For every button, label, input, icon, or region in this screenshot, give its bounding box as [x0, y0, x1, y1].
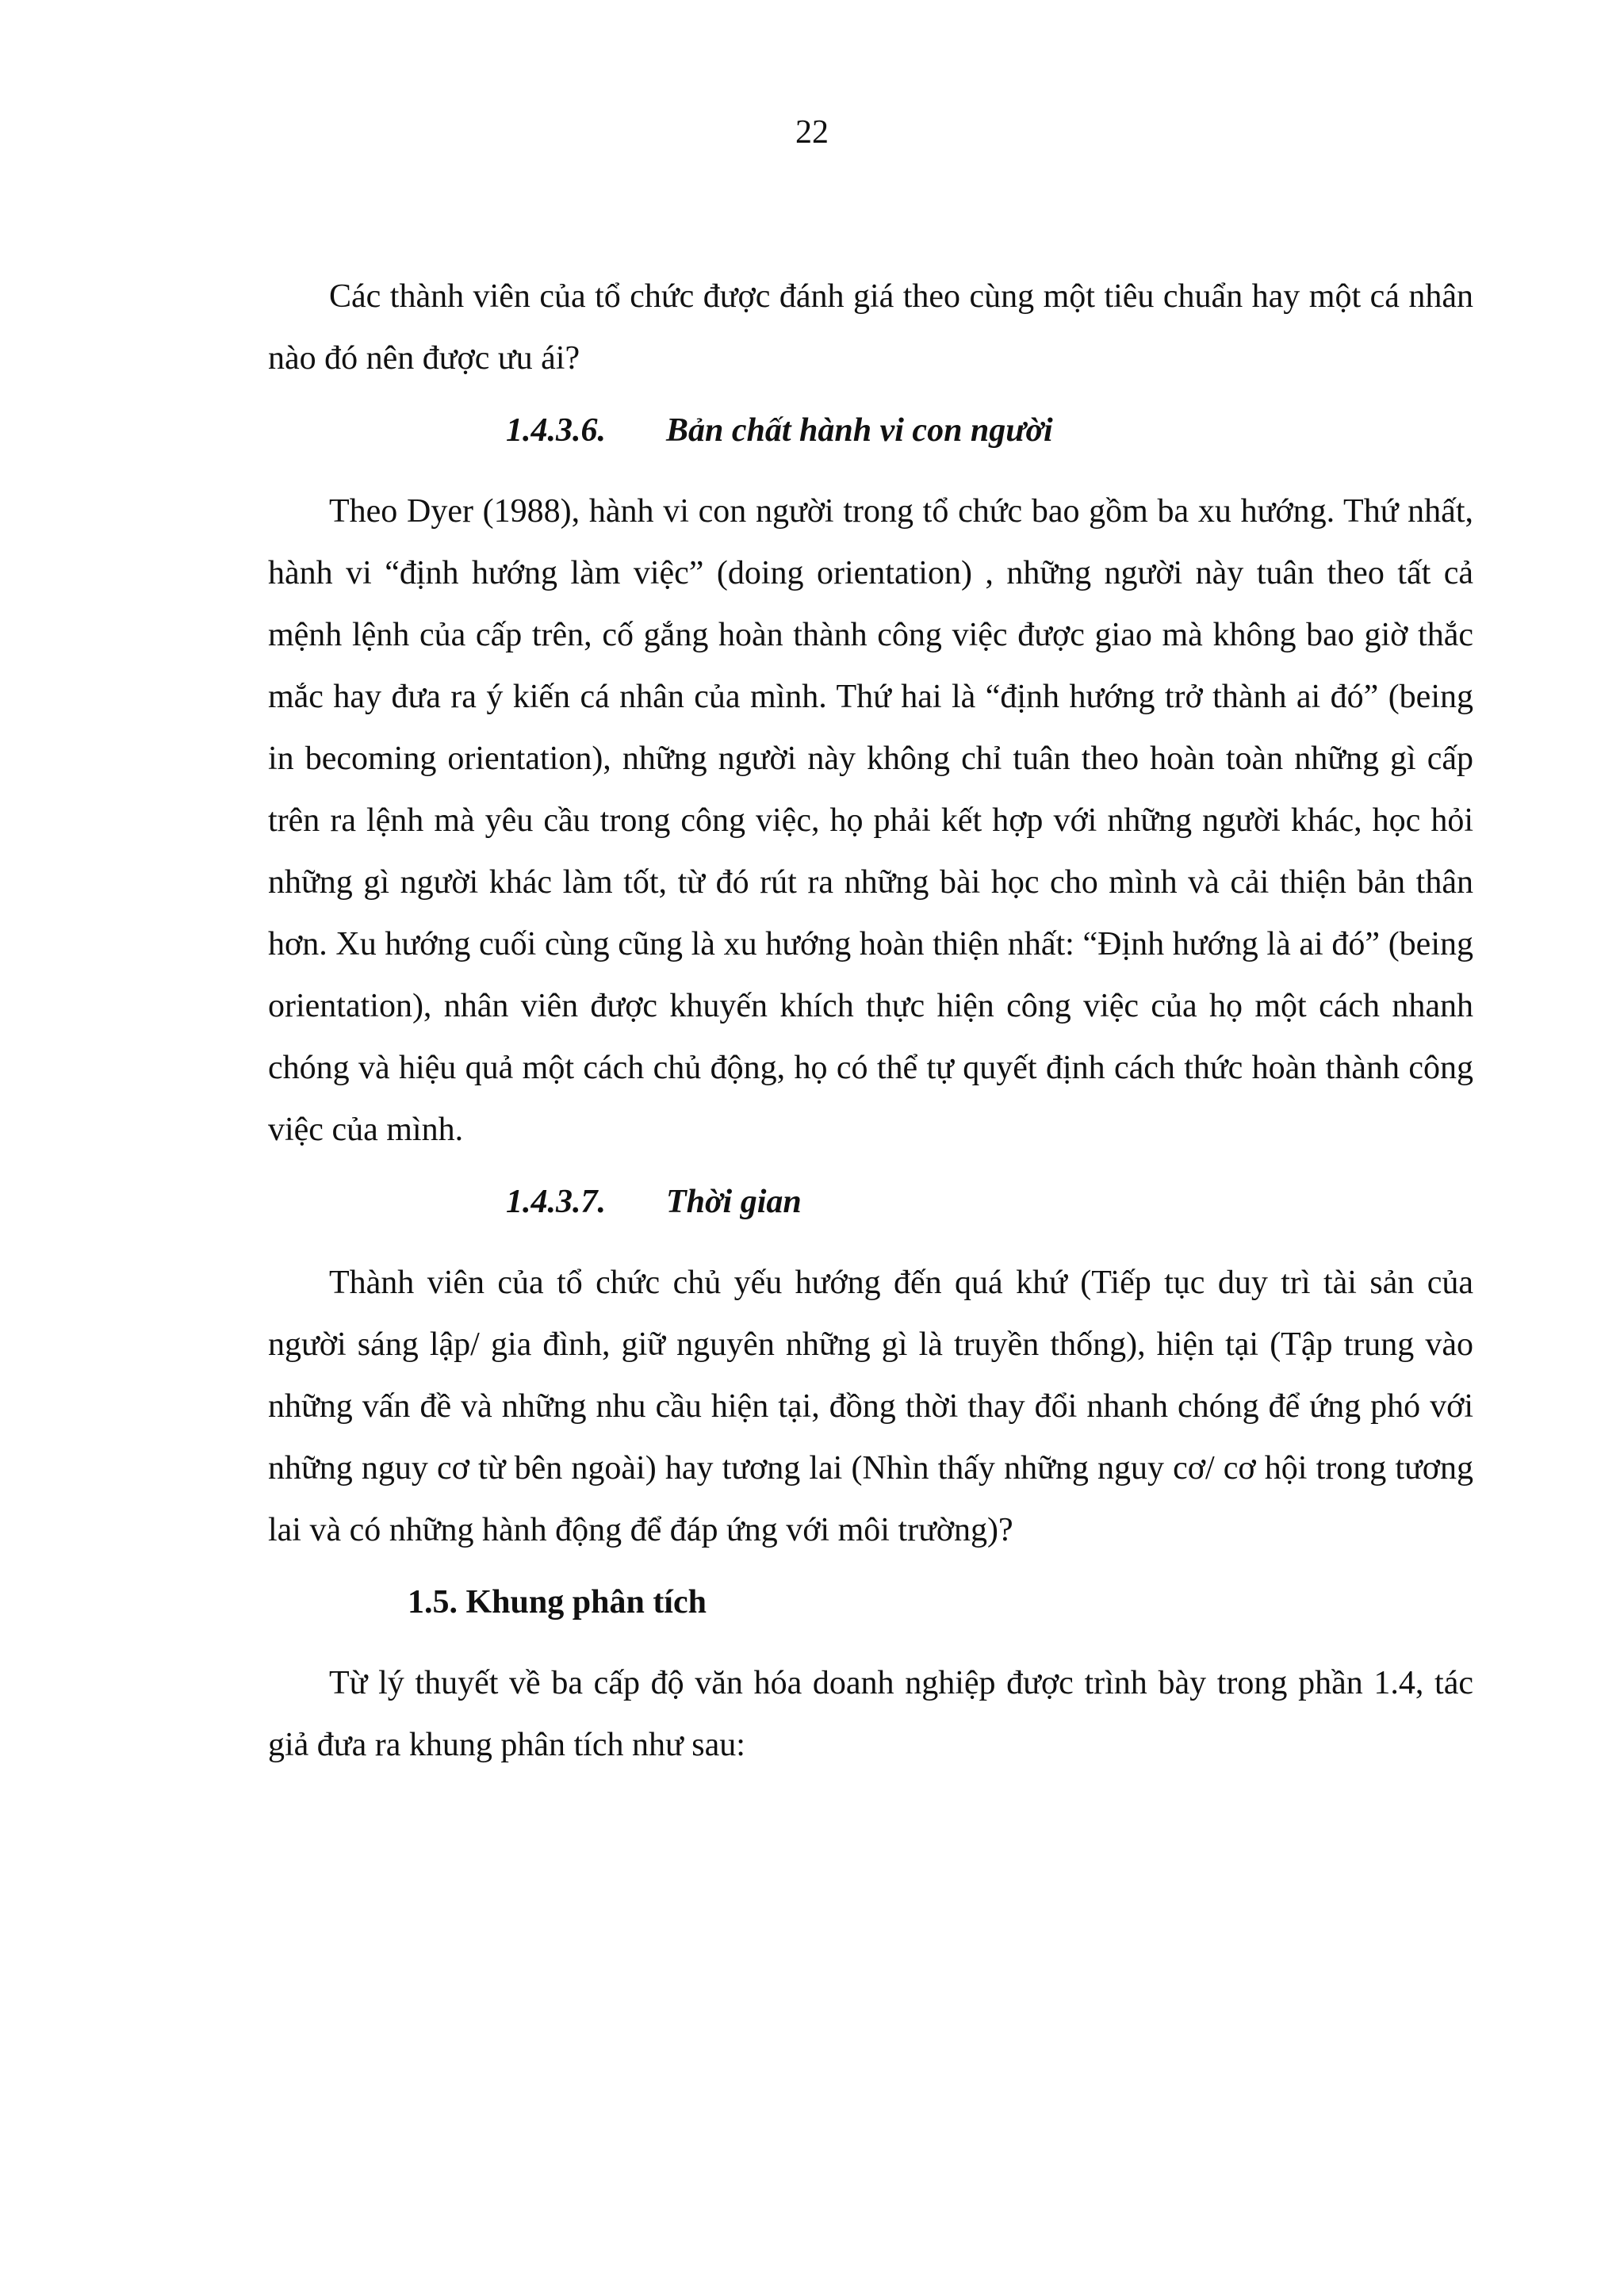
subheading-time — [268, 1173, 1473, 1231]
subheading-human-behavior — [268, 401, 1473, 460]
subheading-number: 1.4.3.7. — [506, 1184, 606, 1220]
paragraph-framework-intro: Từ lý thuyết về ba cấp độ văn hóa doanh nghiệp được trình bày trong phần 1.4, tác giả đưa ra khung phân tích như sau: — [268, 1665, 1473, 1763]
subheading-title: Bản chất hành vi con người — [666, 412, 1053, 449]
document-body — [268, 266, 1473, 1776]
subheading-title: Thời gian — [666, 1184, 802, 1220]
page-number: 22 — [795, 114, 829, 151]
paragraph-human-behavior: Theo Dyer (1988), hành vi con người trong tổ chức bao gồm ba xu hướng. Thứ nhất, hành vi “định hướng làm việc” (doing orientation) , những người này tuân theo tất cả mệnh lệnh của cấp trên, cố gắng hoàn thành công việc được giao mà không bao giờ thắc mắc hay đưa ra ý kiến cá nhân của mình. Thứ hai là “định hướng trở thành ai đó” (being in becoming orientation), những người này không chỉ tuân theo hoàn toàn những gì cấp trên ra lệnh mà yêu cầu trong công việc, họ phải kết hợp với những người khác, học hỏi những gì người khác làm tốt, từ đó rút ra những bài học cho mình và cải thiện bản thân hơn. Xu hướng cuối cùng cũng là xu hướng hoàn thiện nhất: “Định hướng là ai đó” (being orientation), nhân viên được khuyến khích thực hiện công việc của họ một cách nhanh chóng và hiệu quả một cách chủ động, họ có thể tự quyết định cách thức hoàn thành công việc của mình. — [268, 493, 1473, 1148]
section-heading-analysis-framework: 1.5. Khung phân tích — [408, 1584, 707, 1621]
subheading-number: 1.4.3.6. — [506, 412, 606, 449]
paragraph-time-orientation: Thành viên của tổ chức chủ yếu hướng đến quá khứ (Tiếp tục duy trì tài sản của người sáng lập/ gia đình, giữ nguyên những gì là truyền thống), hiện tại (Tập trung vào những vấn đề và những nhu cầu hiện tại, đồng thời thay đổi nhanh chóng để ứng phó với những nguy cơ từ bên ngoài) hay tương lai (Nhìn thấy những nguy cơ/ cơ hội trong tương lai và có những hành động để đáp ứng với môi trường)? — [268, 1265, 1473, 1548]
paragraph-evaluation-criteria: Các thành viên của tổ chức được đánh giá theo cùng một tiêu chuẩn hay một cá nhân nào đó nên được ưu ái? — [268, 278, 1473, 377]
